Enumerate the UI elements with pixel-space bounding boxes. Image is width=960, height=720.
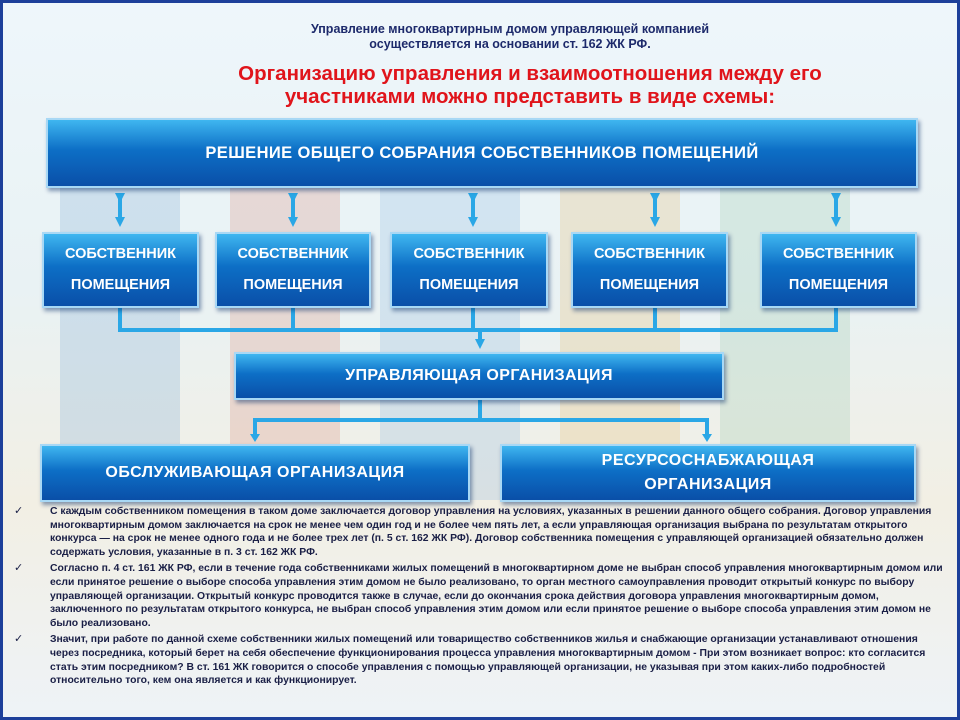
arrow-to-resource bbox=[702, 434, 712, 442]
owner-box-1-line2: ПОМЕЩЕНИЯ bbox=[70, 277, 171, 293]
resource-org-line2: ОРГАНИЗАЦИЯ bbox=[644, 476, 772, 493]
owner-box-4-line1: СОБСТВЕННИК bbox=[594, 246, 705, 262]
owner-box-2-line1: СОБСТВЕННИК bbox=[237, 246, 349, 262]
owner-box-3-line1: СОБСТВЕННИК bbox=[413, 246, 525, 262]
checkmark-icon: ✓ bbox=[14, 562, 24, 575]
owner-box-3 bbox=[390, 232, 548, 308]
management-split bbox=[255, 420, 707, 436]
resource-org-line1: РЕСУРСОСНАБЖАЮЩАЯ bbox=[601, 452, 815, 469]
notes-section bbox=[4, 505, 948, 691]
service-org-box: ОБСЛУЖИВАЮЩАЯ ОРГАНИЗАЦИЯ bbox=[40, 444, 470, 502]
owner-box-1-line1: СОБСТВЕННИК bbox=[65, 246, 176, 262]
owner-box-3-line2: ПОМЕЩЕНИЯ bbox=[419, 277, 519, 293]
note-item bbox=[4, 633, 948, 687]
owner-box-5-line2: ПОМЕЩЕНИЯ bbox=[788, 277, 889, 293]
note-text: С каждым собственником помещения в таком доме заключается договор управления на условиях, указанных в решении данного общего собрания. Договор управления многоквартирным домом заключается на срок не менее чем один год и не более чем пять лет, а если управляющая организация выбрана по результатам открытого конкурса — на срок не менее одного года и не более трех лет (п. 5 ст. 162 ЖК РФ). Договор собственника помещения с управляющей организацией обязательно должен содержать условия, указанные в п. 3 ст. 162 ЖК РФ. bbox=[50, 506, 932, 558]
header-line-1: Управление многоквартирным домом управляющей компанией bbox=[310, 22, 710, 36]
checkmark-icon: ✓ bbox=[14, 633, 24, 646]
note-text: Согласно п. 4 ст. 161 ЖК РФ, если в течение года собственниками жилых помещений в многоквартирном доме не выбран способ управления многоквартирным домом или если принятое решение о выборе способа управления этим домом не было реализовано, то орган местного самоуправления проводит открытый конкурс по выбору управляющей организации. Открытый конкурс проводится также в случае, если до окончания срока действия договора управления многоквартирным домом, заключенного по результатам открытого конкурса, не выбран способ управления этим домом или если принятое решение о выборе способа управления этим домом не было реализовано. bbox=[50, 563, 943, 629]
general-meeting-box: РЕШЕНИЕ ОБЩЕГО СОБРАНИЯ СОБСТВЕННИКОВ ПОМЕЩЕНИЙ bbox=[46, 118, 918, 188]
owner-box-5-line1: СОБСТВЕННИК bbox=[783, 246, 894, 262]
checkmark-icon: ✓ bbox=[14, 505, 24, 517]
owner-box-4 bbox=[571, 232, 728, 308]
arrow-to-service bbox=[250, 434, 260, 442]
management-org-box: УПРАВЛЯЮЩАЯ ОРГАНИЗАЦИЯ bbox=[234, 352, 724, 400]
owner-box-5 bbox=[760, 232, 917, 308]
owner-box-4-line2: ПОМЕЩЕНИЯ bbox=[599, 277, 700, 293]
owner-box-1 bbox=[42, 232, 199, 308]
note-item bbox=[4, 562, 948, 630]
resource-org-box bbox=[500, 444, 916, 502]
title-line-1: Организацию управления и взаимоотношения между его bbox=[238, 62, 822, 85]
owner-box-2 bbox=[215, 232, 371, 308]
title-line-2: участниками можно представить в виде схемы: bbox=[284, 85, 776, 108]
owners-bus bbox=[120, 308, 836, 330]
header-line-2: осуществляется на основании ст. 162 ЖК РФ. bbox=[369, 37, 651, 51]
note-text: Значит, при работе по данной схеме собственники жилых помещений или товарищество собственников жилья и снабжающие организации устанавливают отношения через посредника, который берет на себя обеспечение функционирования процесса управления многоквартирным домом - При этом возникает вопрос: кто согласится стать этим посредником? В ст. 161 ЖК говорится о способе управления с помощью управляющей организации, не указывая при этом каких-либо подробностей относительно того, кем она является и как функционирует. bbox=[50, 634, 926, 687]
note-item bbox=[4, 505, 948, 559]
owner-box-2-line2: ПОМЕЩЕНИЯ bbox=[243, 277, 343, 293]
